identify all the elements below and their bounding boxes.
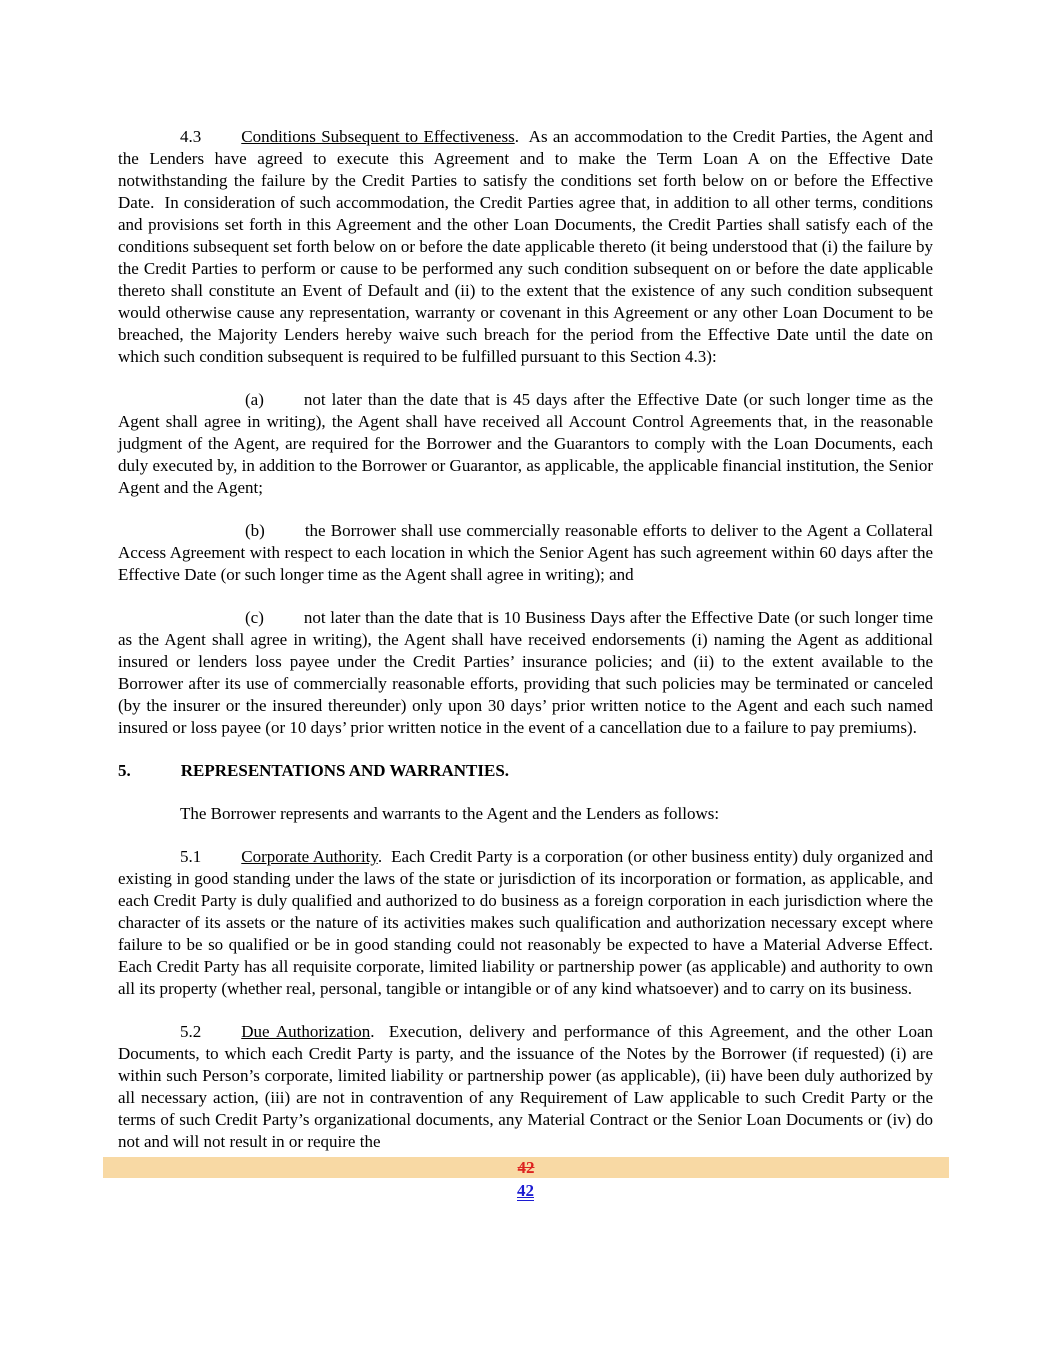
subparagraph-label: (c) — [245, 608, 264, 627]
subparagraph-b — [118, 520, 938, 586]
paragraph-text: not later than the date that is 45 days after the Effective Date (or such longer time as the Agent shall agree in writing), the Agent shall have received all Account Control Agreements that, in the reasonable judgment of the Agent, are required for the Borrower and the Guarantors to comply with the Loan Documents, each duly executed by, in addition to the Borrower or Guarantor, as applicable, the applicable financial institution, the Senior Agent and the Agent; — [118, 390, 938, 497]
subparagraph-label: (a) — [245, 390, 264, 409]
page-number-highlight-bar — [103, 1157, 949, 1178]
section-number: 5.2 — [180, 1022, 202, 1041]
subparagraph-a — [118, 389, 938, 499]
section-number: 5. — [118, 761, 131, 780]
section-heading: Corporate Authority — [241, 847, 378, 866]
paragraph-5-1 — [118, 846, 938, 1000]
paragraph-text: . As an accommodation to the Credit Parties, the Agent and the Lenders have agreed to execute this Agreement and to make the Term Loan A on the Effective Date notwithstanding the failure by the Credit Parties to satisfy the conditions set forth below on or before the Effective Date. In consideration of such accommodation, the Credit Parties agree that, in addition to all other terms, conditions and provisions set forth in this Agreement and the other Loan Documents, the Credit Parties shall satisfy each of the conditions subsequent set forth below on or before the date applicable thereto (it being understood that (i) the failure by the Credit Parties to perform or cause to be performed any such condition subsequent on or before the date applicable thereto shall constitute an Event of Default and (ii) to the extent that the existence of any such condition subsequent would otherwise cause any representation, warranty or covenant in this Agreement or any other Loan Document to be breached, the Majority Lenders hereby waive such breach for the period from the Effective Date until the date on which such condition subsequent is required to be fulfilled pursuant to this Section 4.3): — [118, 127, 938, 366]
section-number: 4.3 — [180, 127, 202, 146]
section-number: 5.1 — [180, 847, 202, 866]
page-number-deleted: 42 — [517, 1158, 535, 1177]
paragraph-text: The Borrower represents and warrants to the Agent and the Lenders as follows: — [180, 804, 720, 823]
subparagraph-label: (b) — [245, 521, 265, 540]
page-number-inserted: 42 — [517, 1181, 534, 1200]
paragraph-text: not later than the date that is 10 Business Days after the Effective Date (or such longer time as the Agent shall agree in writing), the Agent shall have received endorsements (i) naming the Agent as additional insured or lenders loss payee under the Credit Parties’ insurance policies; and (ii) to the extent available to the Borrower after its use of commercially reasonable efforts, providing that such policies may be terminated or canceled (by the insurer or the insured thereunder) only upon 30 days’ prior written notice to the Agent and each such named insured or loss payee (or 10 days’ prior written notice in the event of a cancellation due to a failure to pay premiums). — [118, 608, 938, 737]
paragraph-text: the Borrower shall use commercially reasonable efforts to deliver to the Agent a Collateral Access Agreement with respect to each location in which the Senior Agent has such agreement within 60 days after the Effective Date (or such longer time as the Agent shall agree in writing); and — [118, 521, 938, 584]
paragraph-text: . Each Credit Party is a corporation (or other business entity) duly organized and existing in good standing under the laws of the state or jurisdiction of its incorporation or formation, as applicable, and each Credit Party is duly qualified and authorized to do business as a foreign corporation in each jurisdiction where the character of its assets or the nature of its activities makes such qualification and authorization necessary except where failure to be so qualified or be in good standing could not reasonably be expected to have a Material Adverse Effect. Each Credit Party has all requisite corporate, limited liability or partnership power (as applicable) and authority to own all its property (whether real, personal, tangible or intangible or of any kind whatsoever) and to carry on its business. — [118, 847, 938, 998]
paragraph-text: . Execution, delivery and performance of this Agreement, and the other Loan Documents, to which each Credit Party is party, and the issuance of the Notes by the Borrower (if requested) (i) are within such Person’s corporate, limited liability or partnership power (as applicable), (ii) have been duly authorized by all necessary action, (iii) are not in contravention of any Requirement of Law applicable to such Credit Party or the terms of such Credit Party’s organizational documents, any Material Contract or the Senior Loan Documents or (iv) do not and will not result in or require the — [118, 1022, 938, 1151]
section-5-heading — [118, 760, 933, 782]
section-heading: Conditions Subsequent to Effectiveness — [241, 127, 515, 146]
paragraph-5-2 — [118, 1021, 938, 1153]
intro-paragraph — [118, 803, 933, 825]
subparagraph-c — [118, 607, 938, 739]
section-heading: Due Authorization — [241, 1022, 371, 1041]
section-title: REPRESENTATIONS AND WARRANTIES. — [180, 761, 510, 780]
paragraph-4-3 — [118, 126, 938, 368]
page-number-row — [118, 1178, 933, 1204]
